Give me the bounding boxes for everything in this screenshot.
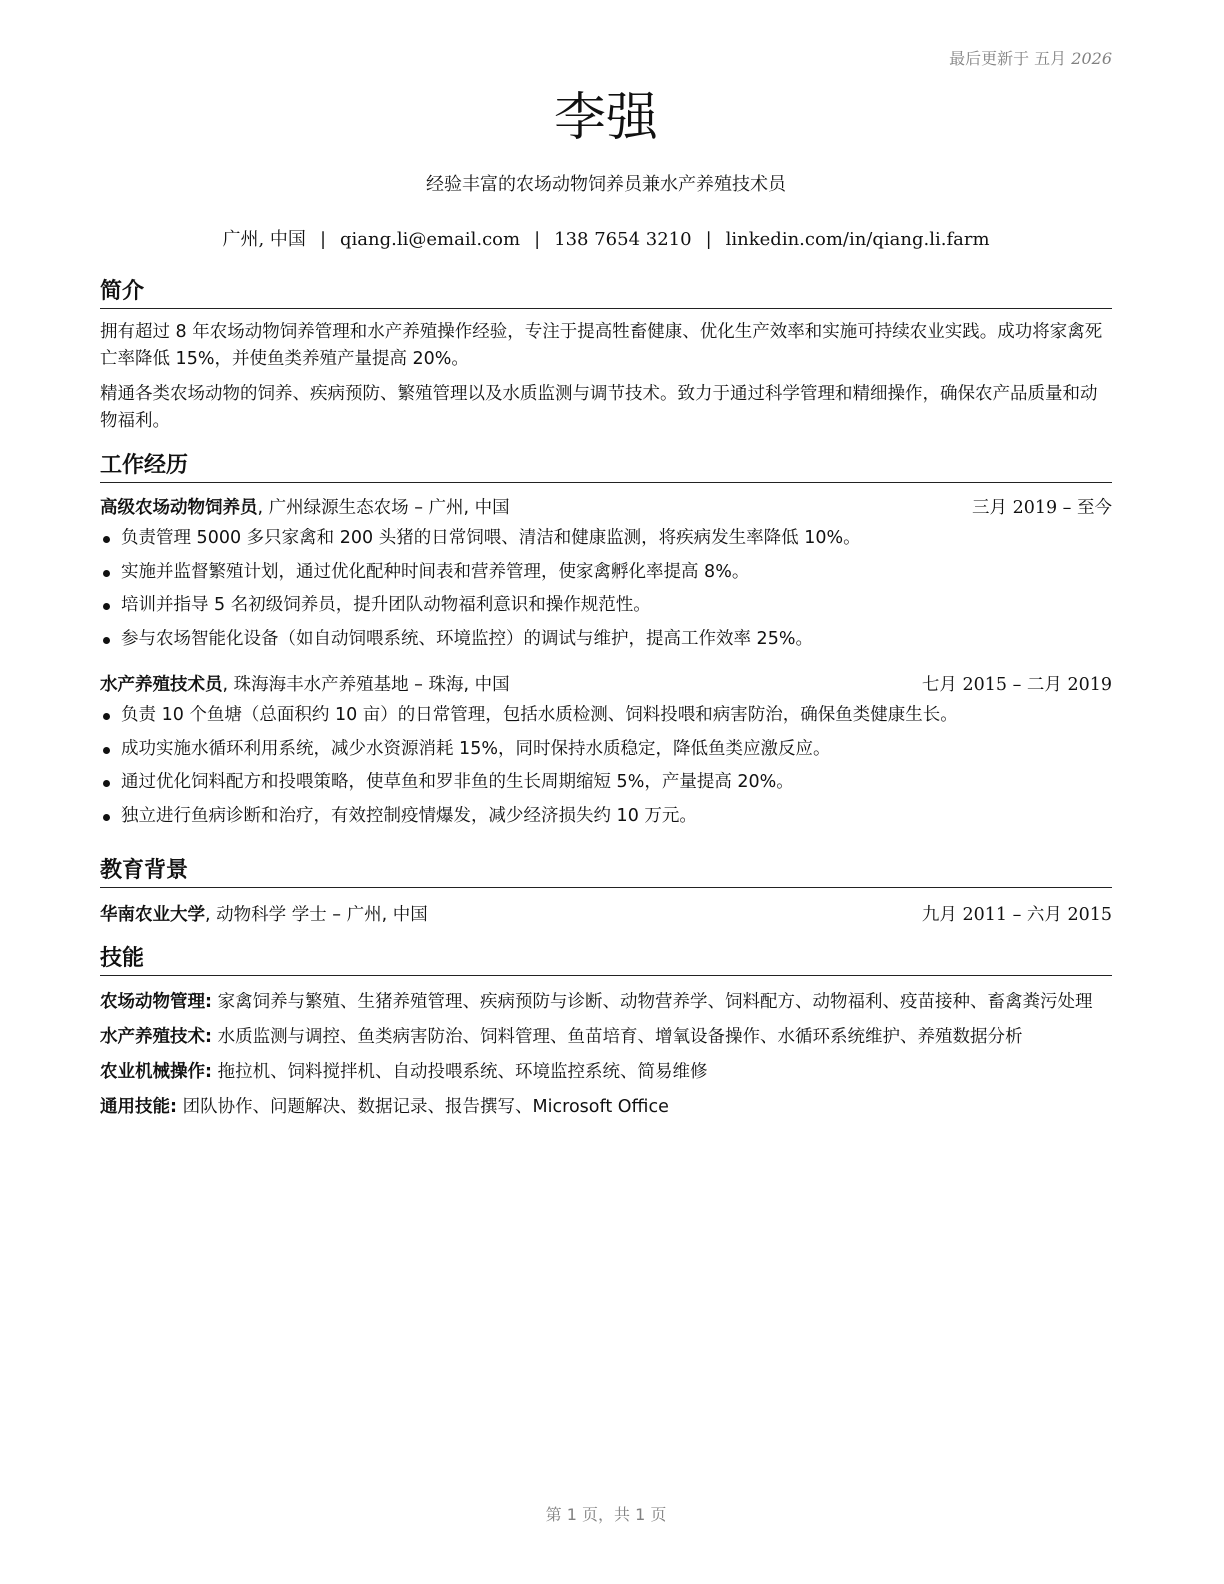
job-role: 高级农场动物饲养员 <box>100 498 258 518</box>
job-bullet: 通过优化饲料配方和投喂策略，使草鱼和罗非鱼的生长周期缩短 5%，产量提高 20%。 <box>100 766 1112 800</box>
job-entry <box>100 494 1112 656</box>
contact-separator: | <box>319 229 327 250</box>
education-school: 华南农业大学 <box>100 905 205 925</box>
section-title-education: 教育背景 <box>100 857 1112 888</box>
contact-phone: 138 7654 3210 <box>554 229 692 250</box>
section-title-experience: 工作经历 <box>100 452 1112 483</box>
job-date: 三月 2019 – 至今 <box>972 498 1112 518</box>
skill-category: 农场动物管理: <box>100 992 212 1012</box>
contact-linkedin[interactable]: linkedin.com/in/qiang.li.farm <box>725 229 990 250</box>
contact-line <box>100 225 1112 251</box>
job-org: , 珠海海丰水产养殖基地 – 珠海, 中国 <box>222 675 510 695</box>
job-bullets <box>100 699 1112 833</box>
job-bullet: 实施并监督繁殖计划，通过优化配种时间表和营养管理，使家禽孵化率提高 8%。 <box>100 556 1112 590</box>
education-entry <box>100 901 1112 929</box>
education-detail: , 动物科学 学士 – 广州, 中国 <box>205 905 428 925</box>
skill-line <box>100 1094 1112 1121</box>
job-entry <box>100 671 1112 833</box>
resume-page <box>100 0 1112 1584</box>
page-footer: 第 1 页，共 1 页 <box>545 1505 667 1524</box>
section-title-summary: 简介 <box>100 278 1112 309</box>
candidate-name: 李强 <box>553 88 658 148</box>
job-bullets <box>100 522 1112 656</box>
contact-location: 广州, 中国 <box>222 229 306 250</box>
experience-section <box>100 452 1112 833</box>
skill-line <box>100 1059 1112 1086</box>
education-date: 九月 2011 – 六月 2015 <box>921 905 1112 925</box>
skill-text: 团队协作、问题解决、数据记录、报告撰写、Microsoft Office <box>177 1097 669 1117</box>
skill-category: 水产养殖技术: <box>100 1027 212 1047</box>
skill-line <box>100 989 1112 1016</box>
job-header <box>100 671 1112 699</box>
section-title-skills: 技能 <box>100 945 1112 976</box>
job-bullet: 独立进行鱼病诊断和治疗，有效控制疫情爆发，减少经济损失约 10 万元。 <box>100 800 1112 834</box>
contact-email[interactable]: qiang.li@email.com <box>340 229 521 250</box>
education-section <box>100 857 1112 929</box>
last-updated-prefix: 最后更新于 五月 <box>949 49 1067 68</box>
skill-line <box>100 1024 1112 1051</box>
summary-paragraph: 拥有超过 8 年农场动物饲养管理和水产养殖操作经验，专注于提高牲畜健康、优化生产效率和实施可持续农业实践。成功将家禽死亡率降低 15%，并使鱼类养殖产量提高 20%。 <box>100 322 1103 369</box>
candidate-headline: 经验丰富的农场动物饲养员兼水产养殖技术员 <box>426 174 786 195</box>
job-bullet: 参与农场智能化设备（如自动饲喂系统、环境监控）的调试与维护，提高工作效率 25%。 <box>100 623 1112 657</box>
contact-separator: | <box>534 229 541 250</box>
job-bullet: 负责 10 个鱼塘（总面积约 10 亩）的日常管理，包括水质检测、饲料投喂和病害防治，确保鱼类健康生长。 <box>100 699 1112 733</box>
skill-text: 家禽饲养与繁殖、生猪养殖管理、疾病预防与诊断、动物营养学、饲料配方、动物福利、疫苗接种、畜禽粪污处理 <box>212 992 1093 1012</box>
job-date: 七月 2015 – 二月 2019 <box>921 675 1112 695</box>
job-header <box>100 494 1112 522</box>
job-bullet: 负责管理 5000 多只家禽和 200 头猪的日常饲喂、清洁和健康监测，将疾病发生率降低 10%。 <box>100 522 1112 556</box>
job-bullet: 培训并指导 5 名初级饲养员，提升团队动物福利意识和操作规范性。 <box>100 589 1112 623</box>
job-org: , 广州绿源生态农场 – 广州, 中国 <box>257 498 510 518</box>
skills-section <box>100 945 1112 1121</box>
skill-category: 通用技能: <box>100 1097 177 1117</box>
summary-paragraph: 精通各类农场动物的饲养、疾病预防、繁殖管理以及水质监测与调节技术。致力于通过科学管理和精细操作，确保农产品质量和动物福利。 <box>100 384 1098 431</box>
summary-section <box>100 278 1112 435</box>
last-updated <box>949 46 1112 69</box>
job-bullet: 成功实施水循环利用系统，减少水资源消耗 15%，同时保持水质稳定，降低鱼类应激反应。 <box>100 733 1112 767</box>
skill-text: 水质监测与调控、鱼类病害防治、饲料管理、鱼苗培育、增氧设备操作、水循环系统维护、养殖数据分析 <box>212 1027 1023 1047</box>
skill-category: 农业机械操作: <box>100 1062 212 1082</box>
last-updated-year: 2026 <box>1071 49 1112 68</box>
skill-text: 拖拉机、饲料搅拌机、自动投喂系统、环境监控系统、简易维修 <box>212 1062 708 1082</box>
job-role: 水产养殖技术员 <box>100 675 223 695</box>
contact-separator: | <box>705 229 712 250</box>
